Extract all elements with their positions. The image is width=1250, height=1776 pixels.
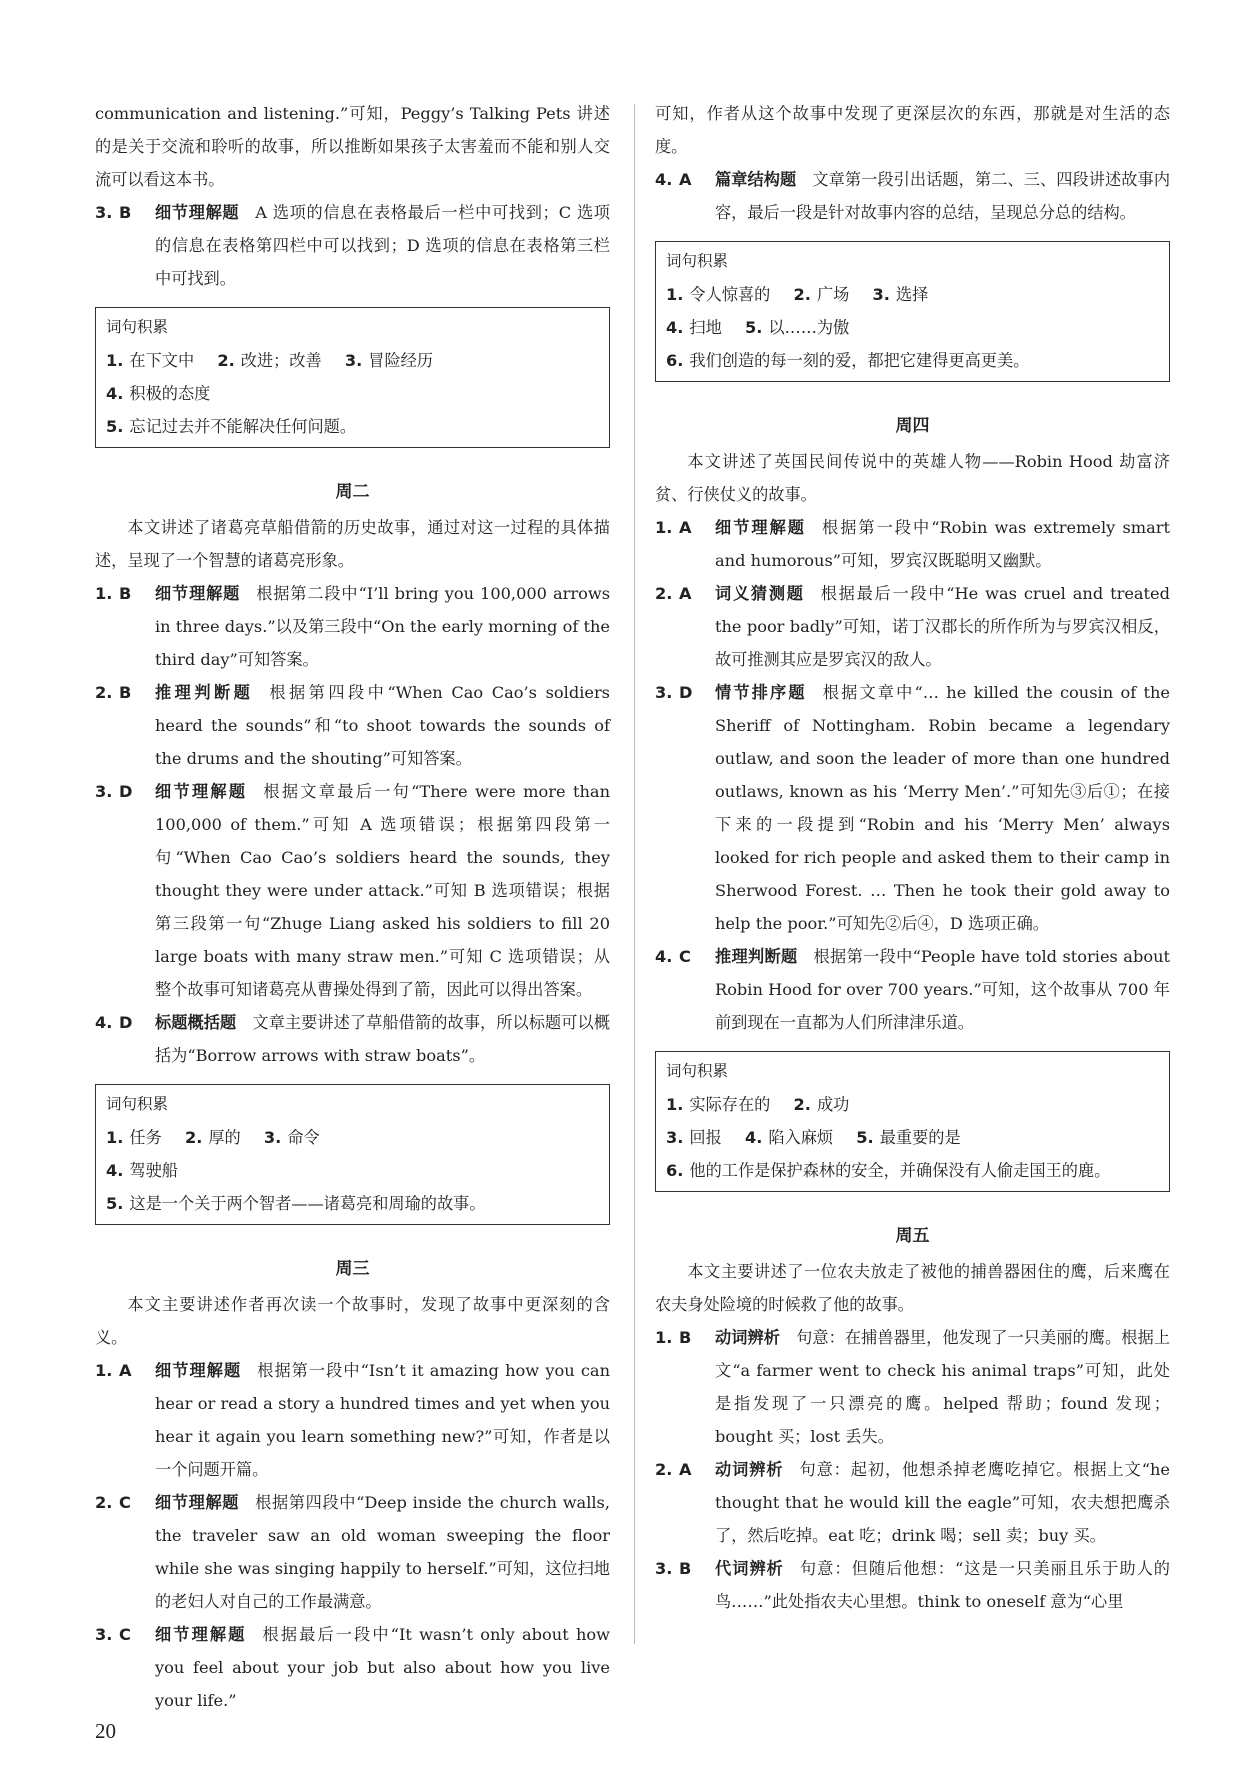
section-title-zhou5: 周五 <box>895 1226 930 1246</box>
question-number: 1. <box>95 584 113 603</box>
vocab-line: 4. 积极的态度 <box>106 384 211 403</box>
question-item <box>655 940 1170 1039</box>
question-item <box>95 1354 610 1486</box>
answer-letter: D <box>679 683 693 702</box>
question-type: 推理判断题 <box>155 683 254 702</box>
question-item <box>655 1552 1170 1618</box>
question-number: 4. <box>655 170 673 189</box>
vocab-line: 4. 驾驶船 <box>106 1161 178 1180</box>
answer-letter: B <box>679 1328 692 1347</box>
question-type: 推理判断题 <box>715 947 798 966</box>
vocab-line: 1. 任务 2. 厚的 3. 命令 <box>106 1128 320 1147</box>
question-body <box>715 940 1170 1039</box>
vocab-box <box>95 307 610 448</box>
question-number: 3. <box>655 1559 673 1578</box>
question-body <box>715 1552 1170 1618</box>
explanation: 句意：在捕兽器里，他发现了一只美丽的鹰。根据上文“a farmer went to check his animal traps”可知，此处是指发现了一只漂亮的鹰。helped 帮助；found 发现；bought 买；lost 丢失。 <box>715 1328 1171 1446</box>
question-type: 情节排序题 <box>715 683 807 702</box>
question-type: 细节理解题 <box>155 1361 242 1380</box>
explanation: 根据第四段中“When Cao Cao’s soldiers heard the sounds”和“to shoot towards the sounds of the drums and the shouting”可知答案。 <box>155 683 610 768</box>
answer-letter: A <box>679 518 692 537</box>
explanation: 根据最后一段中“He was cruel and treated the poor badly”可知，诺丁汉郡长的所作所为与罗宾汉相反，故可推测其应是罗宾汉的敌人。 <box>715 584 1170 669</box>
vocab-line: 6. 他的工作是保护森林的安全，并确保没有人偷走国王的鹿。 <box>666 1161 1111 1180</box>
section-intro: 本文主要讲述作者再次读一个故事时，发现了故事中更深刻的含义。 <box>95 1295 610 1347</box>
explanation: 句意：但随后他想：“这是一只美丽且乐于助人的鸟……”此处指农夫心里想。think to oneself 意为“心里 <box>715 1559 1170 1611</box>
answer-letter: D <box>119 782 133 801</box>
question-type: 篇章结构题 <box>715 170 797 189</box>
question-number: 2. <box>95 683 113 702</box>
vocab-line: 6. 我们创造的每一刻的爱，都把它建得更高更美。 <box>666 351 1030 370</box>
answer-letter: B <box>679 1559 692 1578</box>
explanation: 根据第一段中“Robin was extremely smart and humorous”可知，罗宾汉既聪明又幽默。 <box>715 518 1170 570</box>
explanation: 文章主要讲述了草船借箭的故事，所以标题可以概括为“Borrow arrows with straw boats”。 <box>155 1013 611 1065</box>
question-item <box>95 676 610 775</box>
question-item <box>95 1486 610 1618</box>
question-type: 细节理解题 <box>155 584 241 603</box>
vocab-title: 词句积累 <box>106 318 169 336</box>
question-number: 2. <box>655 1460 673 1479</box>
question-item <box>95 1618 610 1717</box>
vocab-line: 5. 这是一个关于两个智者——诸葛亮和周瑜的故事。 <box>106 1194 486 1213</box>
vocab-title: 词句积累 <box>666 252 729 270</box>
explanation: 根据文章中“… he killed the cousin of the Sheriff of Nottingham. Robin became a legendary outlaw, and soon the leader of more than one hundred outlaws, known as his ‘Merry Men’.”可知先③后①；在接下来的一段提到“Robin and his ‘Merry Men’ always looked for rich people and asked them to their camp in Sherwood Forest. … Then he took their gold away to help the poor.”可知先②后④，D 选项正确。 <box>715 683 1170 933</box>
question-type: 代词辨析 <box>715 1559 784 1578</box>
question-item <box>655 511 1170 577</box>
vocab-box <box>95 1084 610 1225</box>
section-title-zhou2: 周二 <box>335 482 370 502</box>
question-number: 2. <box>95 1493 113 1512</box>
section-title-zhou3: 周三 <box>335 1259 370 1279</box>
question-type: 细节理解题 <box>155 782 248 801</box>
question-item <box>95 1006 610 1072</box>
question-number: 3. <box>95 203 113 222</box>
question-body <box>155 775 610 1006</box>
answer-letter: B <box>119 584 132 603</box>
question-number: 3. <box>655 683 673 702</box>
column-divider <box>634 104 635 1644</box>
section-intro: 本文讲述了诸葛亮草船借箭的历史故事，通过对这一过程的具体描述，呈现了一个智慧的诸葛亮形象。 <box>95 518 610 570</box>
question-type: 动词辨析 <box>715 1460 784 1479</box>
question-type: 细节理解题 <box>155 1625 247 1644</box>
explanation: 句意：起初，他想杀掉老鹰吃掉它。根据上文“he thought that he would kill the eagle”可知，农夫想把鹰杀了，然后吃掉。eat 吃；drink 喝；sell 卖；buy 买。 <box>715 1460 1170 1545</box>
continued-text: 可知，作者从这个故事中发现了更深层次的东西，那就是对生活的态度。 <box>655 104 1170 156</box>
question-type: 动词辨析 <box>715 1328 781 1347</box>
question-body <box>155 1354 610 1486</box>
section-intro: 本文讲述了英国民间传说中的英雄人物——Robin Hood 劫富济贫、行侠仗义的故事。 <box>655 452 1170 504</box>
question-number: 3. <box>95 1625 113 1644</box>
answer-letter: C <box>119 1493 131 1512</box>
question-body <box>155 676 610 775</box>
question-number: 1. <box>655 518 673 537</box>
vocab-line: 5. 忘记过去并不能解决任何问题。 <box>106 417 357 436</box>
explanation: 根据第四段中“Deep inside the church walls, the traveler saw an old woman sweeping the floor while she was singing happily to herself.”可知，这位扫地的老妇人对自己的工作最满意。 <box>155 1493 611 1611</box>
question-body <box>715 577 1170 676</box>
question-body <box>155 577 610 676</box>
vocab-line: 1. 实际存在的 2. 成功 <box>666 1095 850 1114</box>
answer-letter: D <box>119 1013 133 1032</box>
vocab-line: 1. 令人惊喜的 2. 广场 3. 选择 <box>666 285 929 304</box>
question-body <box>155 1486 610 1618</box>
answer-letter: A <box>679 1460 692 1479</box>
explanation: 文章第一段引出话题，第二、三、四段讲述故事内容，最后一段是针对故事内容的总结，呈现总分总的结构。 <box>715 170 1171 222</box>
question-item <box>655 163 1170 229</box>
question-item <box>655 1321 1170 1453</box>
question-number: 1. <box>95 1361 113 1380</box>
question-item <box>655 676 1170 940</box>
answer-letter: B <box>119 203 132 222</box>
vocab-line: 1. 在下文中 2. 改进；改善 3. 冒险经历 <box>106 351 434 370</box>
explanation: 根据最后一段中“It wasn’t only about how you feel about your job but also about how you live your life.” <box>155 1625 610 1710</box>
vocab-title: 词句积累 <box>106 1095 169 1113</box>
answer-letter: A <box>679 584 692 603</box>
right-column <box>655 97 1170 1618</box>
question-body <box>155 1618 610 1717</box>
explanation: A 选项的信息在表格最后一栏中可找到；C 选项的信息在表格第四栏中可以找到；D 选项的信息在表格第三栏中可找到。 <box>155 203 610 288</box>
question-item <box>655 577 1170 676</box>
answer-letter: A <box>679 170 692 189</box>
question-type: 细节理解题 <box>715 518 806 537</box>
question-item <box>95 775 610 1006</box>
question-number: 3. <box>95 782 113 801</box>
question-body <box>715 676 1170 940</box>
vocab-box <box>655 1051 1170 1192</box>
answer-letter: C <box>679 947 691 966</box>
question-item <box>95 196 610 295</box>
explanation: 根据第一段中“Isn’t it amazing how you can hear or read a story a hundred times and yet when you hear it again you learn something new?”可知，作者是以一个问题开篇。 <box>155 1361 611 1479</box>
question-type: 标题概括题 <box>155 1013 237 1032</box>
section-title-zhou4: 周四 <box>895 416 930 436</box>
question-number: 4. <box>95 1013 113 1032</box>
continued-text: communication and listening.”可知，Peggy’s Talking Pets 讲述的是关于交流和聆听的故事，所以推断如果孩子太害羞而不能和别人交流可以看这本书。 <box>95 104 610 189</box>
vocab-line: 4. 扫地 5. 以……为傲 <box>666 318 850 337</box>
question-body <box>715 511 1170 577</box>
question-item <box>95 577 610 676</box>
question-number: 1. <box>655 1328 673 1347</box>
question-number: 2. <box>655 584 673 603</box>
question-body <box>155 196 610 295</box>
answer-letter: C <box>119 1625 131 1644</box>
section-intro: 本文主要讲述了一位农夫放走了被他的捕兽器困住的鹰，后来鹰在农夫身处险境的时候救了他的故事。 <box>655 1262 1170 1314</box>
question-body <box>715 1453 1170 1552</box>
explanation: 根据第二段中“I’ll bring you 100,000 arrows in three days.”以及第三段中“On the early morning of the third day”可知答案。 <box>155 584 611 669</box>
question-item <box>655 1453 1170 1552</box>
question-body <box>155 1006 610 1072</box>
question-type: 词义猜测题 <box>715 584 805 603</box>
question-type: 细节理解题 <box>155 1493 240 1512</box>
page-number: 20 <box>95 1719 116 1743</box>
explanation: 根据文章最后一句“There were more than 100,000 of them.”可知 A 选项错误；根据第四段第一句“When Cao Cao’s soldiers heard the sounds, they thought they were under attack.”可知 B 选项错误；根据第三段第一句“Zhuge Liang asked his soldiers to fill 20 large boats with many straw men.”可知 C 选项错误；从整个故事可知诸葛亮从曹操处得到了箭，因此可以得出答案。 <box>155 782 610 999</box>
vocab-title: 词句积累 <box>666 1062 729 1080</box>
question-body <box>715 163 1170 229</box>
explanation: 根据第一段中“People have told stories about Robin Hood for over 700 years.”可知，这个故事从 700 年前到现在一直都为人们所津津乐道。 <box>715 947 1170 1032</box>
answer-letter: A <box>119 1361 132 1380</box>
answer-letter: B <box>119 683 132 702</box>
question-number: 4. <box>655 947 673 966</box>
left-column <box>95 97 610 1717</box>
vocab-line: 3. 回报 4. 陷入麻烦 5. 最重要的是 <box>666 1128 961 1147</box>
question-type: 细节理解题 <box>155 203 240 222</box>
question-body <box>715 1321 1170 1453</box>
vocab-box <box>655 241 1170 382</box>
